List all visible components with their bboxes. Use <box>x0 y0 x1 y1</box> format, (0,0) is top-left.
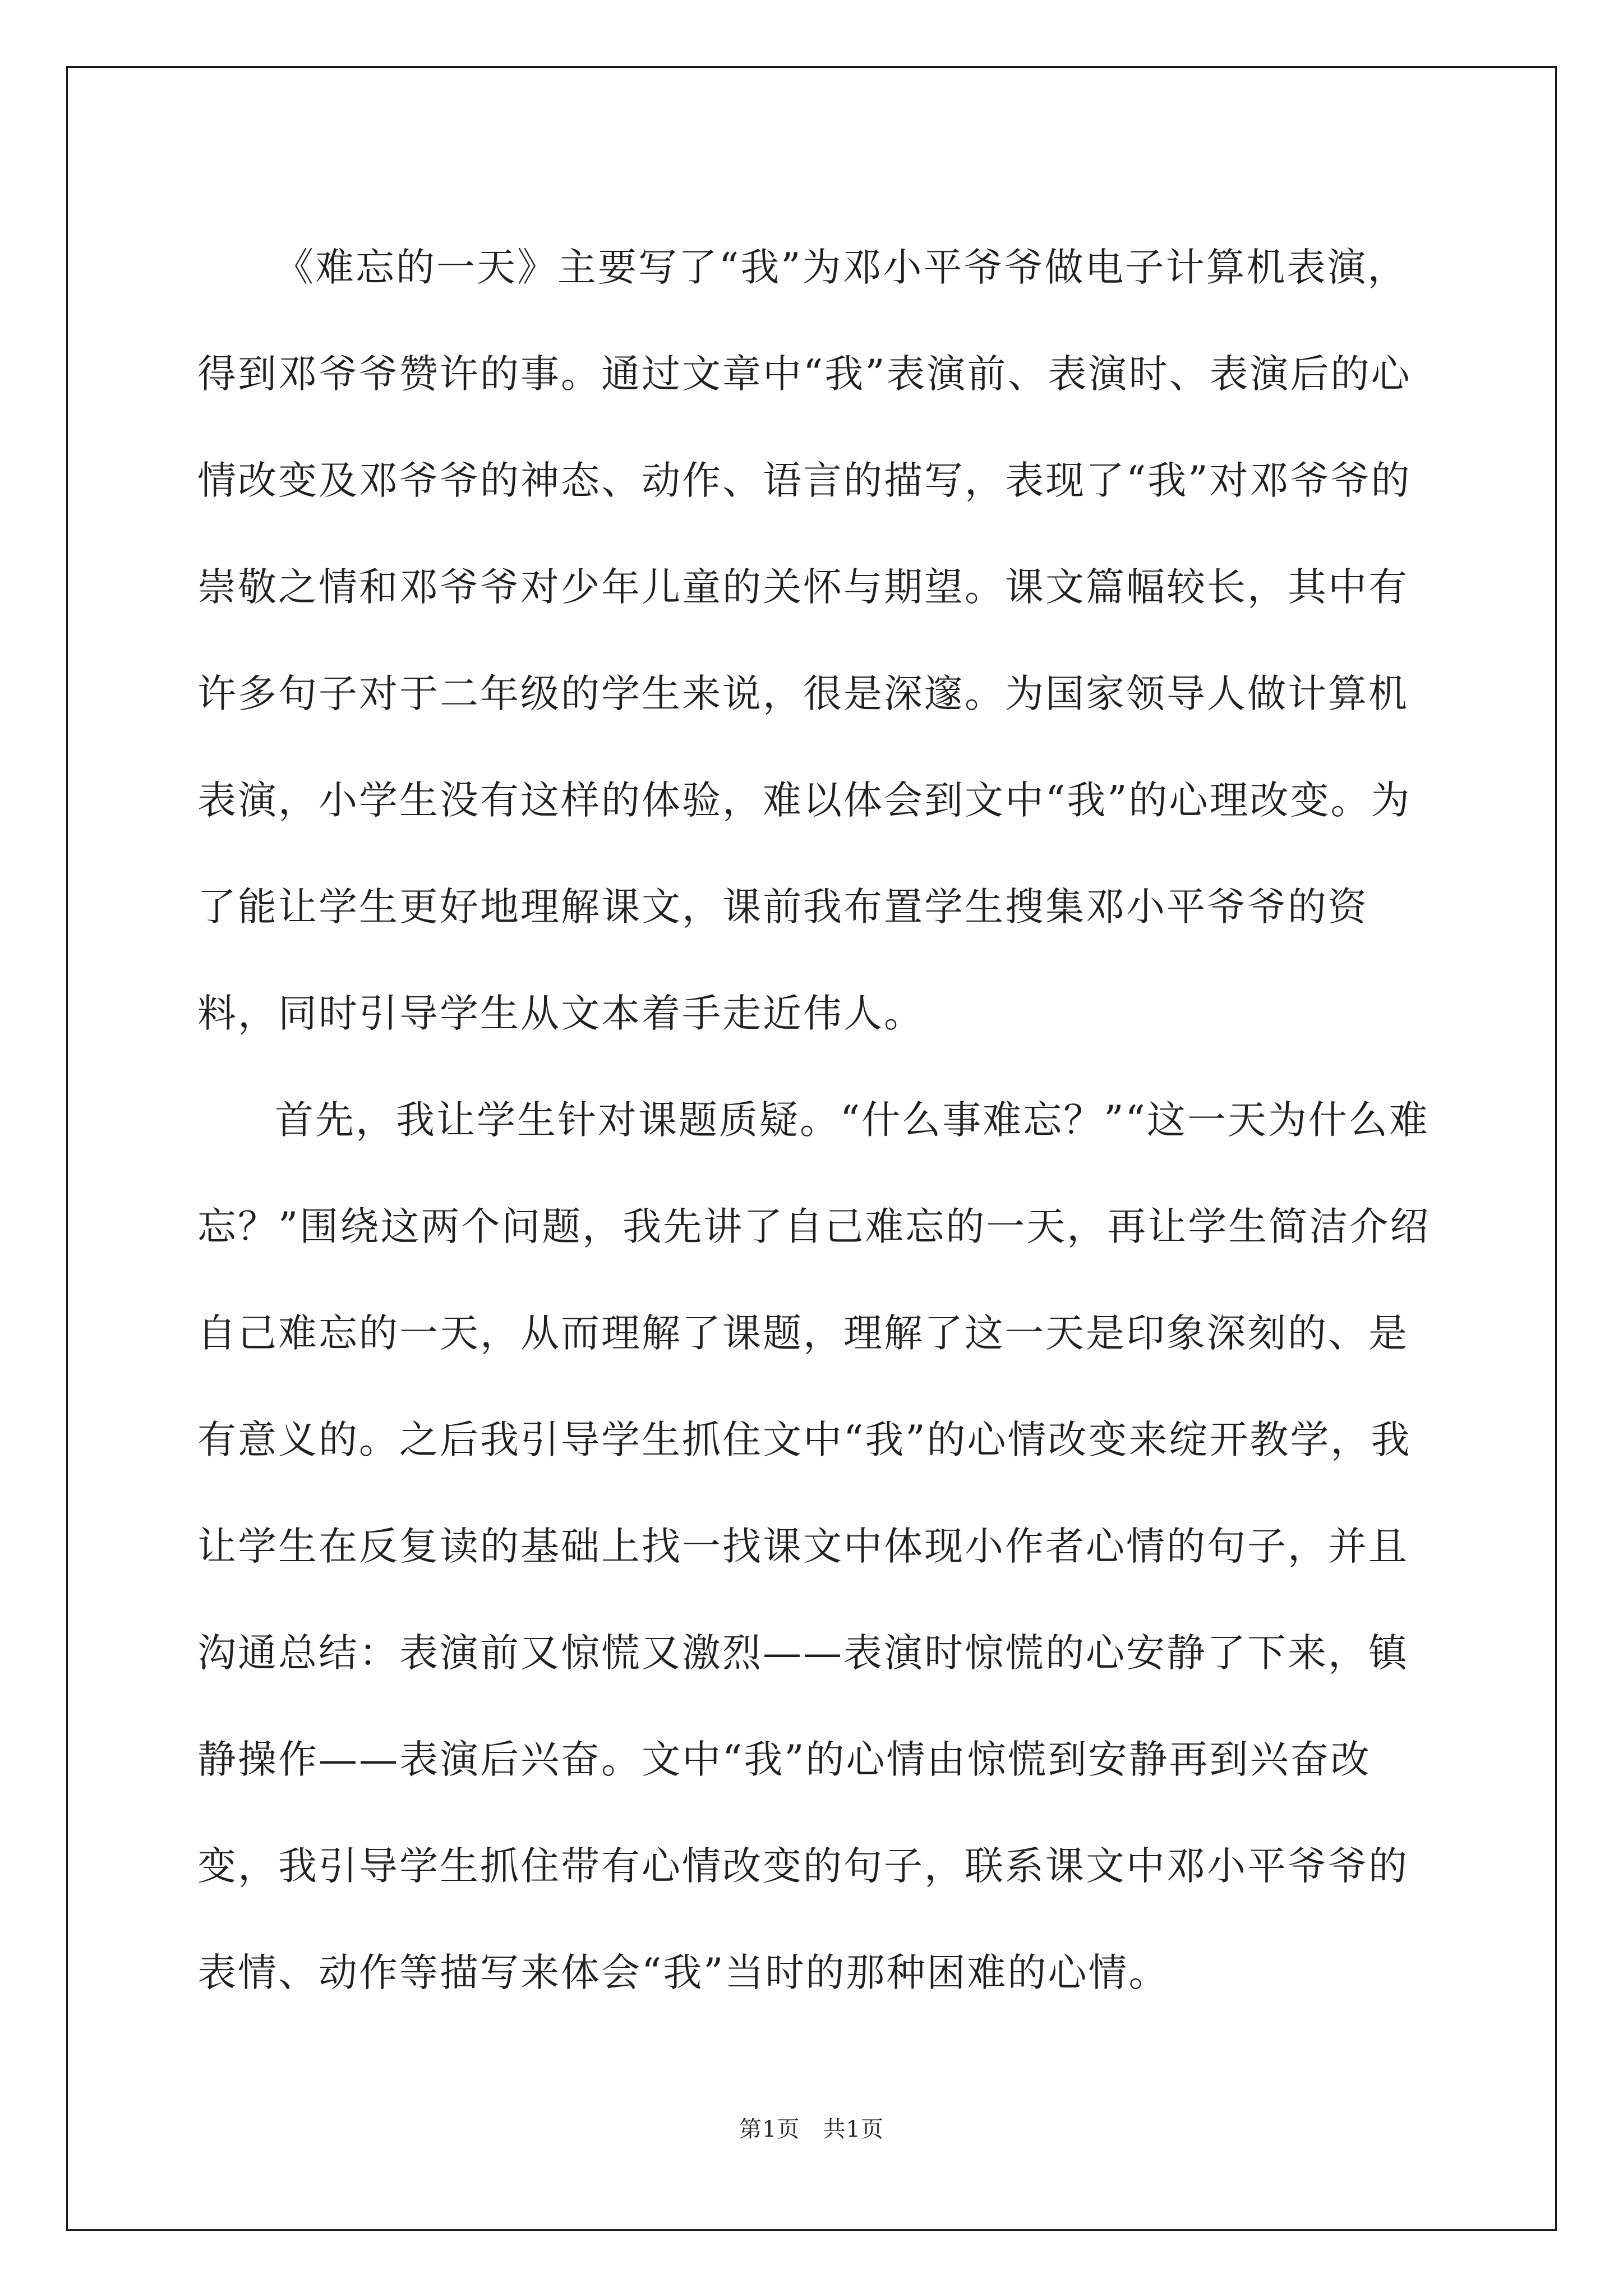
document-body <box>197 214 1431 2026</box>
page-footer: 第1页 共1页 <box>739 2116 884 2142</box>
paragraph-2: 首先，我让学生针对课题质疑。“什么事难忘？”“这一天为什么难忘？”围绕这两个问题，我先讲了自己难忘的一天，再让学生简洁介绍自己难忘的一天，从而理解了课题，理解了这一天是印象深刻的、是有意义的。之后我引导学生抓住文中“我”的心情改变来绽开教学，我让学生在反复读的基础上找一找课文中体现小作者心情的句子，并且沟通总结：表演前又惊慌又激烈——表演时惊慌的心安静了下来，镇静操作——表演后兴奋。文中“我”的心情由惊慌到安静再到兴奋改变，我引导学生抓住带有心情改变的句子，联系课文中邓小平爷爷的表情、动作等描写来体会“我”当时的那种困难的心情。 <box>197 1098 1431 1995</box>
paragraph-1: 《难忘的一天》主要写了“我”为邓小平爷爷做电子计算机表演，得到邓爷爷赞许的事。通过文章中“我”表演前、表演时、表演后的心情改变及邓爷爷的神态、动作、语言的描写，表现了“我”对邓爷爷的崇敬之情和邓爷爷对少年儿童的关怀与期望。课文篇幅较长，其中有许多句子对于二年级的学生来说，很是深邃。为国家领导人做计算机表演，小学生没有这样的体验，难以体会到文中“我”的心理改变。为了能让学生更好地理解课文，课前我布置学生搜集邓小平爷爷的资料，同时引导学生从文本着手走近伟人。 <box>197 245 1412 1036</box>
